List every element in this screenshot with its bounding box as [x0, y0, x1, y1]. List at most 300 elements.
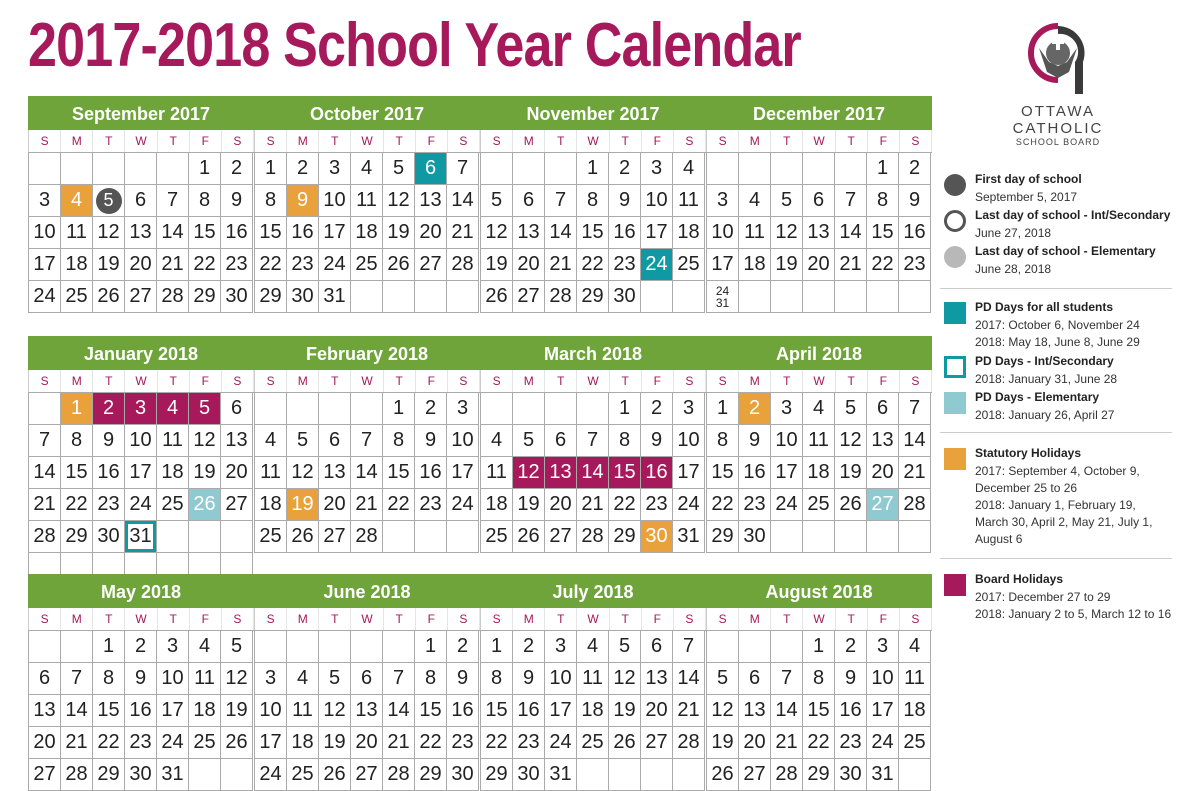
- month-header: May 2018: [28, 574, 254, 608]
- weekday-label: M: [61, 608, 93, 630]
- day-cell: 8: [61, 425, 93, 457]
- day-cell: 15: [481, 695, 513, 727]
- day-cell: [255, 393, 287, 425]
- day-cell: 9: [609, 185, 641, 217]
- day-grid: [480, 630, 706, 791]
- weekday-label: F: [868, 370, 900, 392]
- day-cell: 9: [739, 425, 771, 457]
- day-cell: [189, 521, 221, 553]
- day-cell: 21: [577, 489, 609, 521]
- day-cell: 16: [93, 457, 125, 489]
- month-header: March 2018: [480, 336, 706, 370]
- day-cell: 9: [641, 425, 673, 457]
- day-cell: 5: [609, 631, 641, 663]
- day-cell: 14: [577, 457, 609, 489]
- day-cell: 13: [513, 217, 545, 249]
- day-cell: 24: [319, 249, 351, 281]
- day-cell: 27: [221, 489, 253, 521]
- day-cell: 11: [287, 695, 319, 727]
- day-cell: 11: [481, 457, 513, 489]
- day-cell: 27: [319, 521, 351, 553]
- first-day-marker: 5: [96, 188, 122, 214]
- day-cell: 27: [415, 249, 447, 281]
- weekday-label: T: [319, 370, 351, 392]
- month-block: [254, 96, 480, 313]
- month-header: April 2018: [706, 336, 932, 370]
- day-cell: 31: [673, 521, 705, 553]
- day-cell: 17: [255, 727, 287, 759]
- weekday-label: S: [448, 130, 480, 152]
- day-cell: 18: [255, 489, 287, 521]
- day-cell: 7: [899, 393, 931, 425]
- day-cell: 22: [577, 249, 609, 281]
- weekday-label: F: [642, 370, 674, 392]
- legend-swatch: [944, 246, 966, 268]
- weekday-label: W: [577, 608, 609, 630]
- day-cell: [61, 631, 93, 663]
- day-cell: 10: [157, 663, 189, 695]
- day-cell: 16: [415, 457, 447, 489]
- day-cell: 23: [513, 727, 545, 759]
- day-grid: [480, 152, 706, 313]
- day-cell: 7: [383, 663, 415, 695]
- day-cell: 29: [707, 521, 739, 553]
- day-cell: 8: [707, 425, 739, 457]
- day-cell: 5: [383, 153, 415, 185]
- day-cell: 4: [189, 631, 221, 663]
- weekday-label: T: [384, 608, 416, 630]
- day-cell: 31: [319, 281, 351, 313]
- day-cell: [481, 153, 513, 185]
- day-cell: 22: [383, 489, 415, 521]
- day-cell: 7: [673, 631, 705, 663]
- weekday-label: S: [900, 130, 932, 152]
- weekday-label: T: [836, 130, 868, 152]
- day-cell: [287, 393, 319, 425]
- day-cell: [867, 281, 899, 313]
- day-cell: 18: [739, 249, 771, 281]
- weekday-label: S: [900, 608, 932, 630]
- weekday-label: T: [836, 370, 868, 392]
- day-cell: 4: [61, 185, 93, 217]
- day-cell: 12: [835, 425, 867, 457]
- day-cell: 19: [513, 489, 545, 521]
- day-cell: 1: [61, 393, 93, 425]
- day-cell: 11: [189, 663, 221, 695]
- weekday-label: T: [836, 608, 868, 630]
- day-cell: 31: [157, 759, 189, 791]
- day-cell: 11: [673, 185, 705, 217]
- legend-line: December 25 to 26: [975, 481, 1078, 495]
- weekday-label: S: [674, 370, 706, 392]
- weekday-label: S: [707, 370, 739, 392]
- day-cell: [899, 521, 931, 553]
- day-cell: 8: [415, 663, 447, 695]
- day-cell: [707, 631, 739, 663]
- weekday-label: M: [739, 370, 771, 392]
- weekday-label: F: [190, 130, 222, 152]
- day-cell: [707, 281, 739, 313]
- day-cell: [835, 281, 867, 313]
- day-cell: 17: [707, 249, 739, 281]
- weekday-label: T: [610, 130, 642, 152]
- month-block: [706, 96, 932, 313]
- day-cell: 8: [93, 663, 125, 695]
- day-cell: 30: [513, 759, 545, 791]
- day-cell: 31: [125, 521, 157, 553]
- weekday-label: T: [545, 608, 577, 630]
- legend-divider: [940, 432, 1172, 433]
- legend-swatch: [944, 574, 966, 596]
- day-cell: 9: [835, 663, 867, 695]
- day-cell: 14: [835, 217, 867, 249]
- weekday-label: F: [416, 370, 448, 392]
- day-cell: [673, 759, 705, 791]
- weekday-label: S: [481, 370, 513, 392]
- day-cell: [899, 759, 931, 791]
- day-cell: 15: [803, 695, 835, 727]
- day-cell: 16: [641, 457, 673, 489]
- day-cell: 23: [221, 249, 253, 281]
- legend-title: Last day of school - Int/Secondary: [975, 208, 1171, 222]
- day-grid: [28, 152, 254, 313]
- legend-swatch: [944, 210, 966, 232]
- day-cell: 6: [319, 425, 351, 457]
- day-cell: 10: [545, 663, 577, 695]
- day-cell: 20: [867, 457, 899, 489]
- weekday-label: M: [287, 608, 319, 630]
- day-grid: [28, 392, 254, 585]
- day-cell: 27: [351, 759, 383, 791]
- day-cell: 12: [481, 217, 513, 249]
- day-cell: 8: [867, 185, 899, 217]
- weekday-row: [480, 608, 706, 630]
- day-cell: 27: [867, 489, 899, 521]
- day-cell: 16: [287, 217, 319, 249]
- day-cell: 5: [481, 185, 513, 217]
- day-cell: 19: [93, 249, 125, 281]
- day-cell: 30: [221, 281, 253, 313]
- day-cell: 15: [609, 457, 641, 489]
- day-cell: 16: [835, 695, 867, 727]
- day-cell: 28: [447, 249, 479, 281]
- day-cell: 30: [641, 521, 673, 553]
- day-cell: [739, 153, 771, 185]
- weekday-label: S: [448, 370, 480, 392]
- day-cell: 30: [93, 521, 125, 553]
- day-cell: 16: [899, 217, 931, 249]
- day-cell: 21: [673, 695, 705, 727]
- day-cell: 23: [835, 727, 867, 759]
- day-grid: [480, 392, 706, 553]
- day-cell: 7: [351, 425, 383, 457]
- weekday-label: T: [545, 130, 577, 152]
- weekday-label: W: [125, 130, 157, 152]
- day-cell: 29: [93, 759, 125, 791]
- legend-swatch: [944, 392, 966, 414]
- weekday-label: S: [222, 608, 254, 630]
- legend-line: August 6: [975, 532, 1023, 546]
- day-cell: 30: [739, 521, 771, 553]
- weekday-row: [28, 370, 254, 392]
- weekday-label: W: [351, 608, 383, 630]
- day-cell: 25: [189, 727, 221, 759]
- logo-line-2: CATHOLIC: [1012, 120, 1104, 137]
- month-block: [28, 96, 254, 313]
- legend-line: June 27, 2018: [975, 226, 1052, 240]
- legend-desc: [975, 225, 1051, 242]
- legend-title: Board Holidays: [975, 572, 1064, 586]
- day-cell: [93, 185, 125, 217]
- day-cell: 2: [609, 153, 641, 185]
- day-grid: [706, 392, 932, 553]
- day-cell: [351, 631, 383, 663]
- day-cell: 1: [383, 393, 415, 425]
- day-cell: 9: [899, 185, 931, 217]
- day-cell: [899, 281, 931, 313]
- day-cell: [481, 393, 513, 425]
- day-cell: 10: [255, 695, 287, 727]
- weekday-label: W: [803, 130, 835, 152]
- day-cell: 16: [221, 217, 253, 249]
- day-grid: [254, 152, 480, 313]
- day-cell: [221, 759, 253, 791]
- day-cell: 6: [29, 663, 61, 695]
- day-grid: [254, 392, 480, 553]
- weekday-label: M: [739, 608, 771, 630]
- day-cell: 3: [125, 393, 157, 425]
- day-cell: 17: [319, 217, 351, 249]
- day-cell: 3: [157, 631, 189, 663]
- day-cell: 6: [739, 663, 771, 695]
- legend-desc: [975, 371, 1117, 388]
- day-cell: 19: [189, 457, 221, 489]
- month-header: December 2017: [706, 96, 932, 130]
- day-cell: [803, 153, 835, 185]
- day-cell: 12: [287, 457, 319, 489]
- day-cell: 26: [383, 249, 415, 281]
- day-cell: 17: [157, 695, 189, 727]
- day-cell: 9: [221, 185, 253, 217]
- day-cell: 3: [641, 153, 673, 185]
- day-cell: [61, 153, 93, 185]
- day-cell: [319, 393, 351, 425]
- day-cell: 25: [577, 727, 609, 759]
- day-cell: [577, 759, 609, 791]
- weekday-label: T: [610, 370, 642, 392]
- weekday-label: M: [513, 608, 545, 630]
- day-cell: 10: [641, 185, 673, 217]
- weekday-label: S: [255, 608, 287, 630]
- weekday-label: F: [642, 608, 674, 630]
- day-cell: [577, 393, 609, 425]
- day-cell: 15: [61, 457, 93, 489]
- day-cell: 5: [319, 663, 351, 695]
- weekday-label: F: [190, 370, 222, 392]
- day-cell: 23: [641, 489, 673, 521]
- day-cell: 4: [287, 663, 319, 695]
- legend-line: 2018: January 26, April 27: [975, 408, 1115, 422]
- weekday-label: S: [481, 608, 513, 630]
- month-block: [706, 574, 932, 791]
- legend-swatch: [944, 448, 966, 470]
- weekday-row: [480, 130, 706, 152]
- day-cell: 25: [673, 249, 705, 281]
- day-cell: 2: [835, 631, 867, 663]
- day-cell: 20: [125, 249, 157, 281]
- legend-swatch: [944, 302, 966, 324]
- day-cell: 24: [29, 281, 61, 313]
- weekday-label: W: [351, 130, 383, 152]
- day-cell: 30: [835, 759, 867, 791]
- day-grid: [254, 630, 480, 791]
- day-cell: 25: [287, 759, 319, 791]
- day-cell: 27: [739, 759, 771, 791]
- day-number: 24: [715, 283, 730, 298]
- day-cell: 21: [899, 457, 931, 489]
- day-cell: 7: [577, 425, 609, 457]
- weekday-label: W: [125, 370, 157, 392]
- day-cell: 28: [899, 489, 931, 521]
- day-cell: [739, 631, 771, 663]
- weekday-label: T: [93, 608, 125, 630]
- day-cell: 21: [61, 727, 93, 759]
- day-cell: [415, 521, 447, 553]
- day-cell: 26: [513, 521, 545, 553]
- day-cell: 17: [771, 457, 803, 489]
- day-cell: 1: [255, 153, 287, 185]
- day-cell: 29: [577, 281, 609, 313]
- day-cell: 18: [803, 457, 835, 489]
- day-cell: 24: [255, 759, 287, 791]
- day-cell: 28: [29, 521, 61, 553]
- day-cell: 8: [481, 663, 513, 695]
- legend-divider: [940, 288, 1172, 289]
- day-cell: 29: [189, 281, 221, 313]
- day-cell: [609, 759, 641, 791]
- day-cell: 9: [125, 663, 157, 695]
- day-cell: 13: [319, 457, 351, 489]
- month-header: July 2018: [480, 574, 706, 608]
- day-cell: 6: [351, 663, 383, 695]
- month-block: [254, 336, 480, 553]
- day-cell: 17: [545, 695, 577, 727]
- day-cell: 10: [673, 425, 705, 457]
- day-cell: 24: [641, 249, 673, 281]
- month-block: [254, 574, 480, 791]
- day-cell: 13: [803, 217, 835, 249]
- day-cell: 30: [447, 759, 479, 791]
- legend-title: PD Days - Elementary: [975, 390, 1100, 404]
- weekday-row: [480, 370, 706, 392]
- weekday-label: T: [771, 608, 803, 630]
- day-cell: 1: [867, 153, 899, 185]
- weekday-label: F: [190, 608, 222, 630]
- day-cell: [803, 521, 835, 553]
- day-cell: 3: [867, 631, 899, 663]
- weekday-label: S: [674, 130, 706, 152]
- day-cell: 18: [351, 217, 383, 249]
- logo-line-3: SCHOOL BOARD: [1015, 137, 1101, 147]
- legend-title: First day of school: [975, 172, 1082, 186]
- day-cell: 22: [707, 489, 739, 521]
- weekday-row: [706, 608, 932, 630]
- day-cell: 6: [641, 631, 673, 663]
- day-cell: 2: [287, 153, 319, 185]
- day-cell: [641, 759, 673, 791]
- day-cell: 5: [835, 393, 867, 425]
- day-cell: [29, 153, 61, 185]
- legend-title: Statutory Holidays: [975, 446, 1082, 460]
- legend-line: June 28, 2018: [975, 262, 1052, 276]
- day-cell: 11: [803, 425, 835, 457]
- day-cell: 14: [383, 695, 415, 727]
- day-cell: 26: [93, 281, 125, 313]
- weekday-label: T: [93, 370, 125, 392]
- day-cell: 11: [899, 663, 931, 695]
- day-grid: [28, 630, 254, 791]
- day-cell: 13: [739, 695, 771, 727]
- day-cell: 23: [93, 489, 125, 521]
- day-cell: 25: [481, 521, 513, 553]
- day-cell: [351, 393, 383, 425]
- weekday-label: W: [351, 370, 383, 392]
- day-cell: 12: [707, 695, 739, 727]
- day-cell: [189, 759, 221, 791]
- day-cell: 7: [29, 425, 61, 457]
- day-cell: 23: [287, 249, 319, 281]
- day-cell: 21: [447, 217, 479, 249]
- day-cell: 17: [125, 457, 157, 489]
- day-cell: 1: [577, 153, 609, 185]
- day-cell: 2: [125, 631, 157, 663]
- weekday-label: T: [771, 130, 803, 152]
- weekday-label: T: [384, 130, 416, 152]
- month-block: [480, 96, 706, 313]
- weekday-label: F: [642, 130, 674, 152]
- day-cell: 10: [447, 425, 479, 457]
- legend-desc: [975, 407, 1114, 424]
- day-cell: 10: [319, 185, 351, 217]
- weekday-label: W: [577, 130, 609, 152]
- day-cell: 10: [707, 217, 739, 249]
- day-cell: 1: [707, 393, 739, 425]
- day-cell: 15: [867, 217, 899, 249]
- day-cell: 14: [157, 217, 189, 249]
- day-cell: 8: [383, 425, 415, 457]
- day-cell: 3: [29, 185, 61, 217]
- month-block: [28, 336, 254, 585]
- day-cell: [707, 153, 739, 185]
- day-cell: 13: [641, 663, 673, 695]
- day-cell: 19: [287, 489, 319, 521]
- legend-line: 2018: January 1, February 19,: [975, 498, 1136, 512]
- day-cell: 26: [481, 281, 513, 313]
- day-cell: [771, 521, 803, 553]
- legend-line: March 30, April 2, May 21, July 1,: [975, 515, 1153, 529]
- legend-desc: [975, 189, 1077, 206]
- day-cell: [157, 521, 189, 553]
- legend-title: PD Days for all students: [975, 300, 1114, 314]
- month-header: June 2018: [254, 574, 480, 608]
- month-header: August 2018: [706, 574, 932, 608]
- day-cell: 8: [609, 425, 641, 457]
- day-cell: 18: [481, 489, 513, 521]
- day-cell: 16: [609, 217, 641, 249]
- weekday-label: S: [29, 370, 61, 392]
- day-cell: 12: [93, 217, 125, 249]
- day-cell: 22: [415, 727, 447, 759]
